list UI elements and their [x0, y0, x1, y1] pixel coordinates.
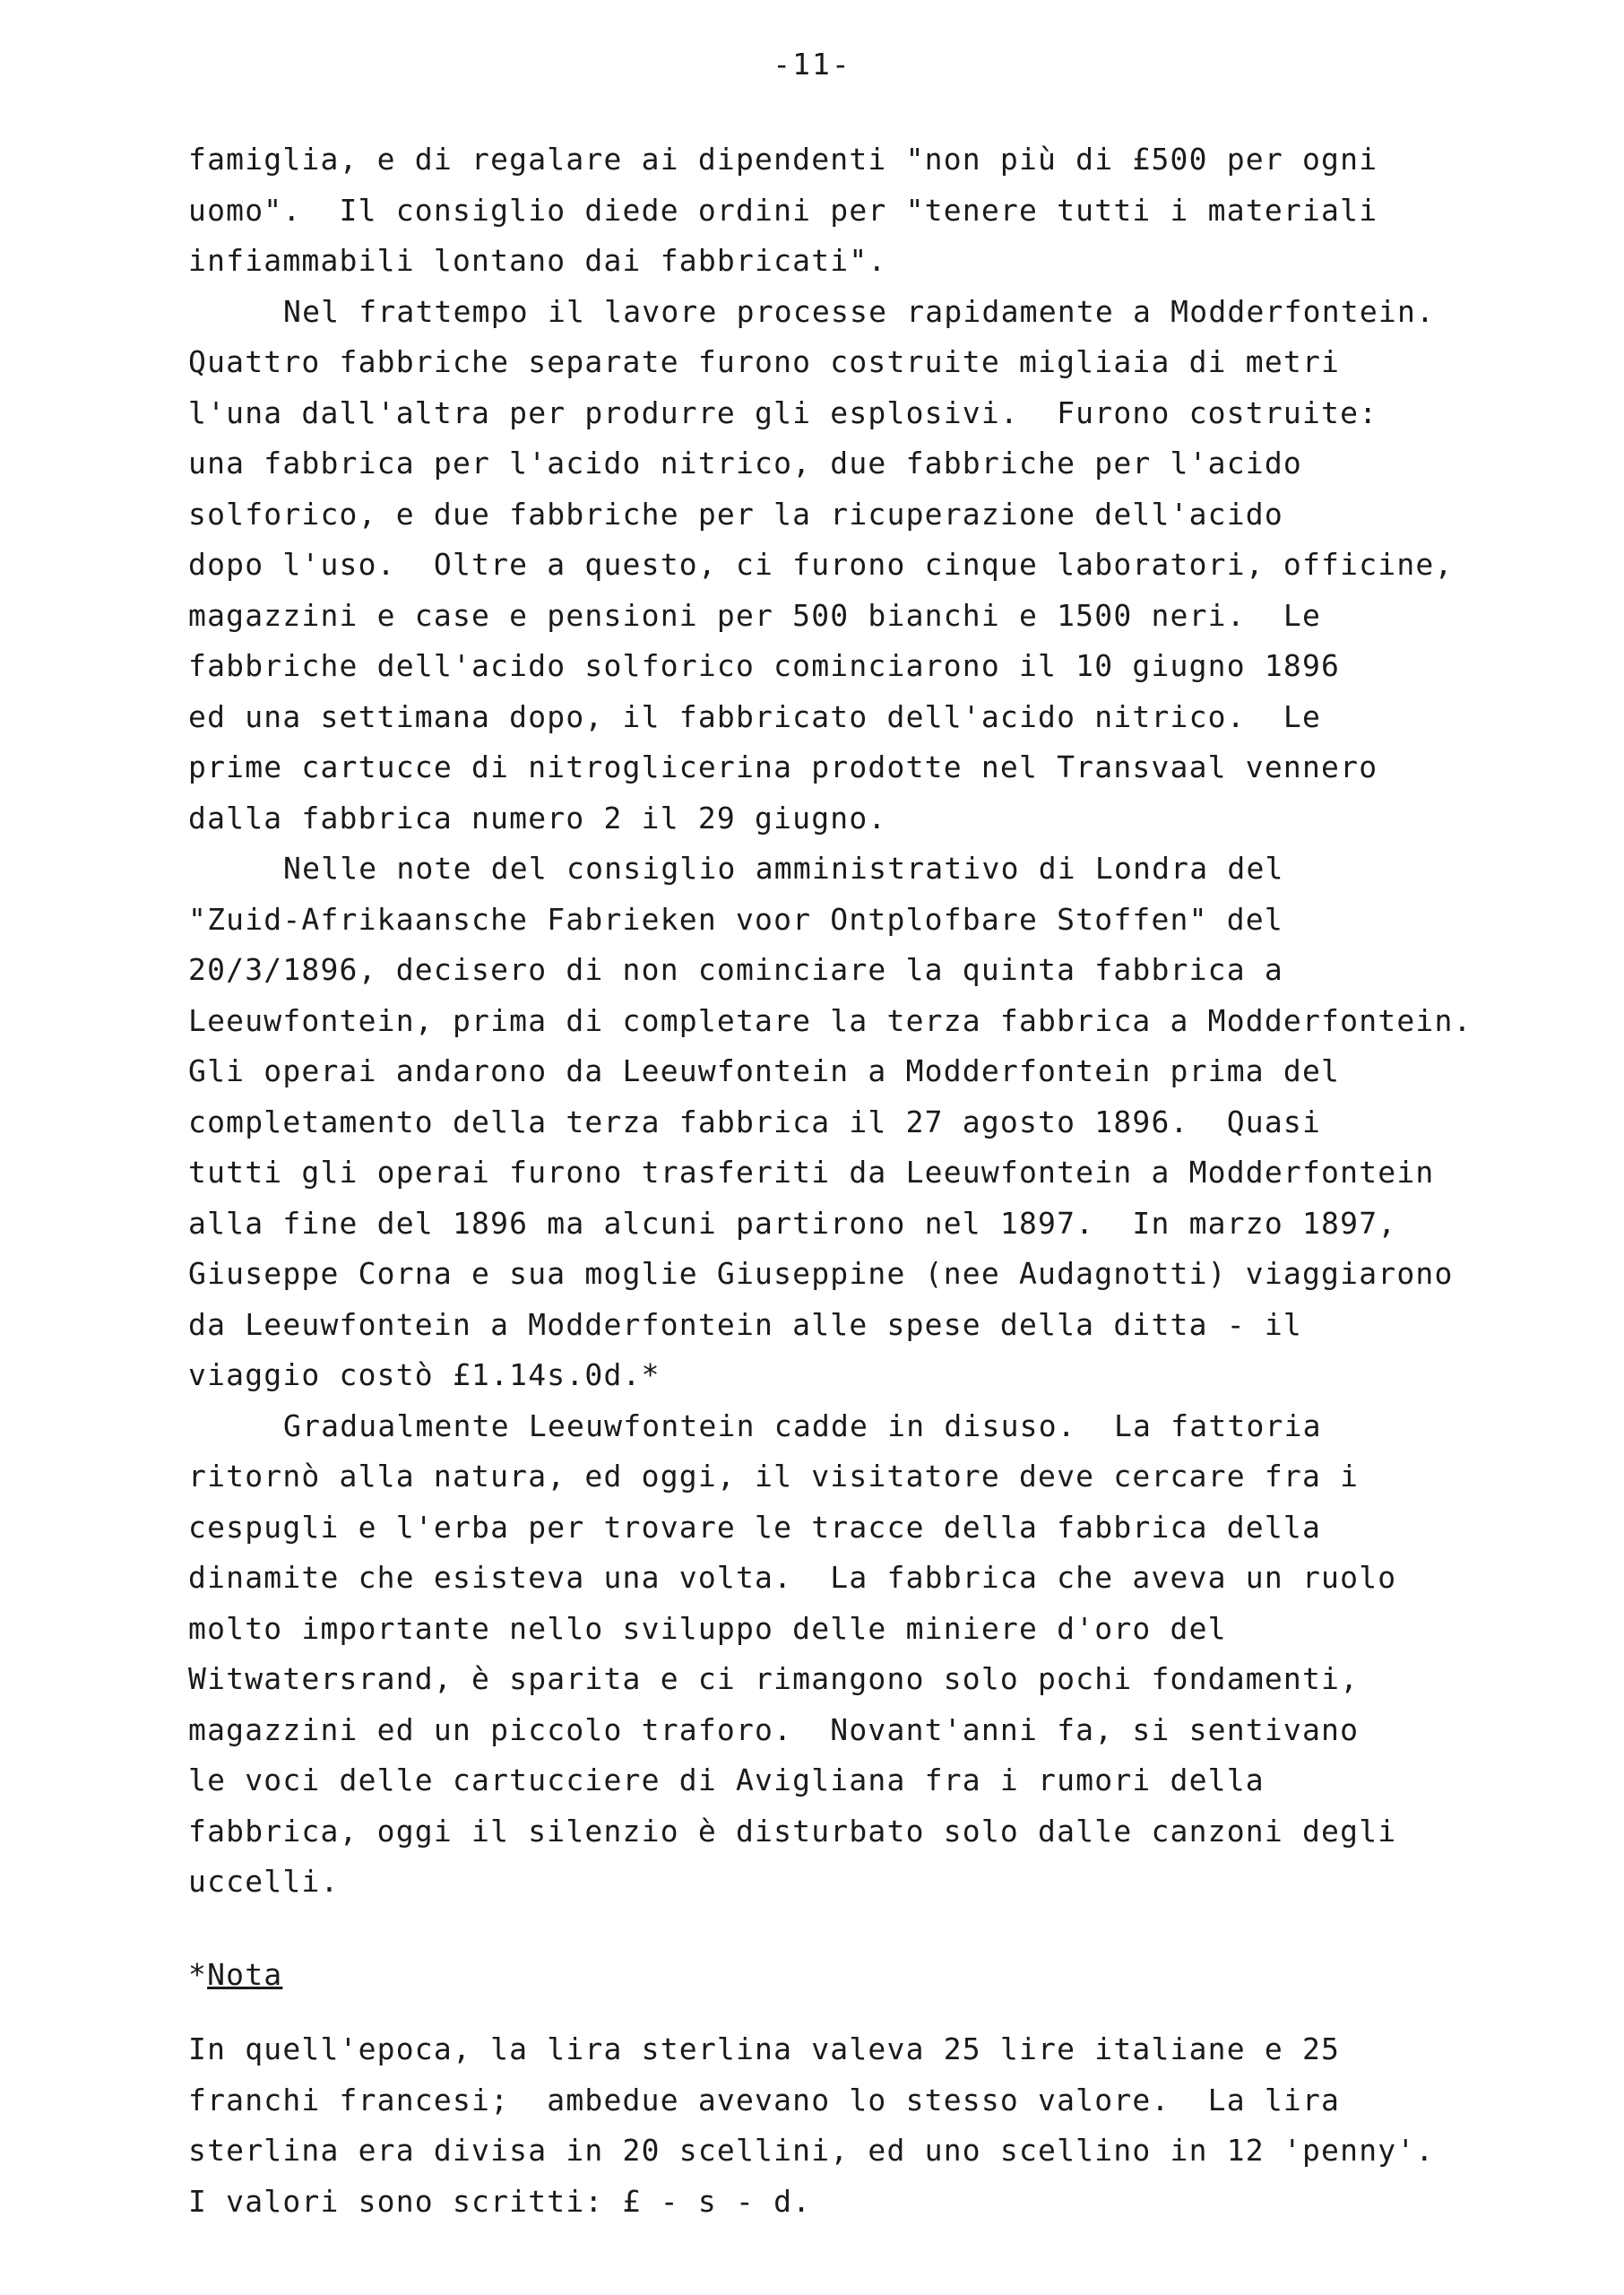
text-line: alla fine del 1896 ma alcuni partirono nel 1897. In marzo 1897, [188, 1205, 1397, 1241]
note-line: In quell'epoca, la lira sterlina valeva 25 lire italiane e 25 [188, 2031, 1341, 2066]
text-line: Leeuwfontein, prima di completare la terza fabbrica a Modderfontein. [188, 1002, 1473, 1038]
text-line: viaggio costò £1.14s.0d.* [188, 1357, 661, 1392]
note-heading [188, 1957, 282, 1992]
text-line: cespugli e l'erba per trovare le tracce della fabbrica della [188, 1509, 1322, 1545]
text-line: Gradualmente Leeuwfontein cadde in disuso. La fattoria [283, 1407, 1322, 1443]
text-line: l'una dall'altra per produrre gli esplosivi. Furono costruite: [188, 394, 1378, 430]
text-line: dopo l'uso. Oltre a questo, ci furono cinque laboratori, officine, [188, 547, 1454, 582]
text-line: magazzini ed un piccolo traforo. Novant'anni fa, si sentivano [188, 1711, 1360, 1747]
text-line: da Leeuwfontein a Modderfontein alle spese della ditta - il [188, 1306, 1302, 1342]
body-text [188, 134, 1568, 1908]
text-line: Nelle note del consiglio amministrativo di Londra del [283, 851, 1284, 886]
page-number: -11- [773, 47, 851, 82]
note-text [188, 2024, 1568, 2227]
text-line: solforico, e due fabbriche per la ricuperazione dell'acido [188, 496, 1283, 532]
text-line: uccelli. [188, 1864, 340, 1899]
text-line: dalla fabbrica numero 2 il 29 giugno. [188, 800, 887, 836]
note-line: sterlina era divisa in 20 scellini, ed uno scellino in 12 'penny'. [188, 2133, 1435, 2168]
text-line: infiammabili lontano dai fabbricati". [188, 243, 887, 278]
note-marker: * [188, 1957, 208, 1992]
text-line: completamento della terza fabbrica il 27 agosto 1896. Quasi [188, 1104, 1322, 1139]
text-line: ritornò alla natura, ed oggi, il visitatore deve cercare fra i [188, 1459, 1360, 1494]
text-line: una fabbrica per l'acido nitrico, due fabbriche per l'acido [188, 446, 1302, 481]
text-line: magazzini e case e pensioni per 500 bianchi e 1500 neri. Le [188, 597, 1322, 633]
text-line: ed una settimana dopo, il fabbricato dell'acido nitrico. Le [188, 698, 1322, 734]
text-line: le voci delle cartucciere di Avigliana fra i rumori della [188, 1762, 1265, 1797]
text-line: Gli operai andarono da Leeuwfontein a Modderfontein prima del [188, 1053, 1341, 1088]
note-heading-label: Nota [207, 1957, 283, 1992]
text-line: famiglia, e di regalare ai dipendenti "non più di £500 per ogni [188, 142, 1378, 177]
note-line: franchi francesi; ambedue avevano lo stesso valore. La lira [188, 2082, 1341, 2117]
text-line: Nel frattempo il lavore processe rapidamente a Modderfontein. [283, 293, 1436, 329]
text-line: Giuseppe Corna e sua moglie Giuseppine (nee Audagnotti) viaggiarono [188, 1256, 1454, 1291]
text-line: "Zuid-Afrikaansche Fabrieken voor Ontplofbare Stoffen" del [188, 901, 1283, 937]
text-line: 20/3/1896, decisero di non cominciare la quinta fabbrica a [188, 952, 1283, 987]
note-line: I valori sono scritti: £ - s - d. [188, 2183, 812, 2219]
text-line: dinamite che esisteva una volta. La fabbrica che aveva un ruolo [188, 1560, 1397, 1595]
text-line: tutti gli operai furono trasferiti da Leeuwfontein a Modderfontein [188, 1155, 1435, 1190]
text-line: uomo". Il consiglio diede ordini per "tenere tutti i materiali [188, 192, 1378, 228]
text-line: molto importante nello sviluppo delle miniere d'oro del [188, 1610, 1227, 1646]
text-line: prime cartucce di nitroglicerina prodotte nel Transvaal vennero [188, 749, 1378, 784]
text-line: fabbriche dell'acido solforico cominciarono il 10 giugno 1896 [188, 648, 1341, 683]
text-line: Witwatersrand, è sparita e ci rimangono solo pochi fondamenti, [188, 1661, 1360, 1696]
text-line: Quattro fabbriche separate furono costruite migliaia di metri [188, 344, 1341, 379]
text-line: fabbrica, oggi il silenzio è disturbato solo dalle canzoni degli [188, 1813, 1397, 1849]
